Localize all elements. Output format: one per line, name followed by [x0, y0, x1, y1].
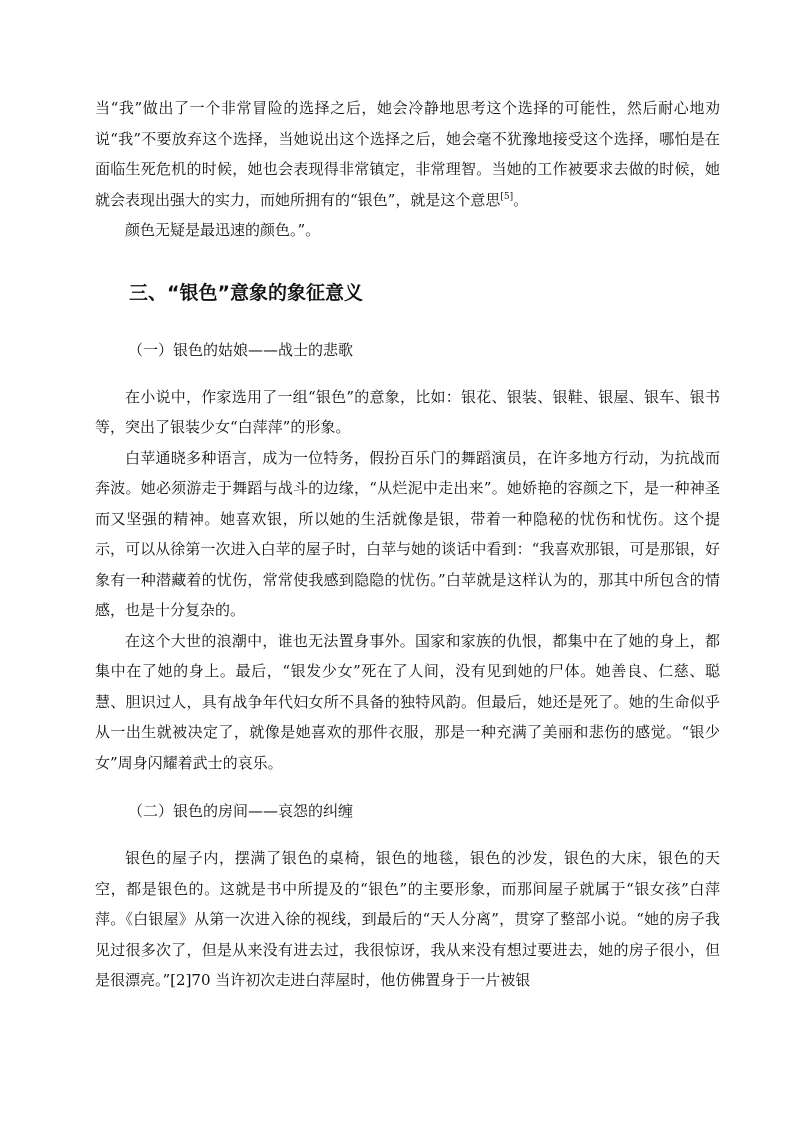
citation-ref: [5]: [500, 191, 514, 202]
paragraph-text: 当“我”做出了一个非常冒险的选择之后，她会冷静地思考这个选择的可能性，然后耐心地劝说“我”不要放弃这个选择，当她说出这个选择之后，她会毫不犹豫地接受这个选择，哪怕是在面临生死危机的时候，她也会表现得非常镇定，非常理智。当她的工作被要求去做的时候，她就会表现出强大的实力，而她所拥有的“银色”，就是这个意思: [95, 99, 720, 209]
paragraph: 在小说中，作家选用了一组“银色”的意象，比如：银花、银装、银鞋、银屋、银车、银书等，突出了银装少女“白萍萍”的形象。: [95, 387, 720, 436]
paragraph: 银色的屋子内，摆满了银色的桌椅，银色的地毯，银色的沙发，银色的大床，银色的天空，都是银色的。这就是书中所提及的“银色”的主要形象，而那间屋子就属于“银女孩”白萍萍。《白银屋》从第一次进入徐的视线，到最后的“天人分离”，贯穿了整部小说。“她的房子我见过很多次了，但是从来没有进去过，我很惊讶，我从来没有想过要进去，她的房子很小，但是很漂亮。”[2]70 当许初次走进白萍屋时，他仿佛置身于一片被银: [95, 849, 720, 989]
subsection-heading: （一）银色的姑娘——战士的悲歌: [128, 340, 354, 359]
paragraph: [95, 93, 720, 215]
section-heading: 三、“银色”意象的象征意义: [129, 281, 363, 304]
document-body: [95, 93, 720, 996]
paragraph: 颜色无疑是最迅速的颜色。”。: [125, 221, 321, 239]
paragraph: 白苹通晓多种语言，成为一位特务，假扮百乐门的舞蹈演员，在许多地方行动，为抗战而奔波。她必须游走于舞蹈与战斗的边缘，“从烂泥中走出来”。她娇艳的容颜之下，是一种神圣而又坚强的精神。她喜欢银，所以她的生活就像是银，带着一种隐秘的忧伤和忧伤。这个提示，可以从徐第一次进入白苹的屋子时，白苹与她的谈话中看到：“我喜欢那银，可是那银，好象有一种潜藏着的忧伤，常常使我感到隐隐的忧伤。”白苹就是这样认为的，那其中所包含的情感，也是十分复杂的。: [95, 448, 720, 619]
paragraph: 在这个大世的浪潮中，谁也无法置身事外。国家和家族的仇恨，都集中在了她的身上，都集中在了她的身上。最后，“银发少女”死在了人间，没有见到她的尸体。她善良、仁慈、聪慧、胆识过人，具有战争年代妇女所不具备的独特风韵。但最后，她还是死了。她的生命似乎从一出生就被决定了，就像是她喜欢的那件衣服，那是一种充满了美丽和悲伤的感觉。“银少女”周身闪耀着武士的哀乐。: [95, 631, 720, 772]
subsection-heading: （二）银色的房间——哀怨的纠缠: [128, 802, 354, 820]
paragraph-text: 。: [513, 190, 529, 209]
